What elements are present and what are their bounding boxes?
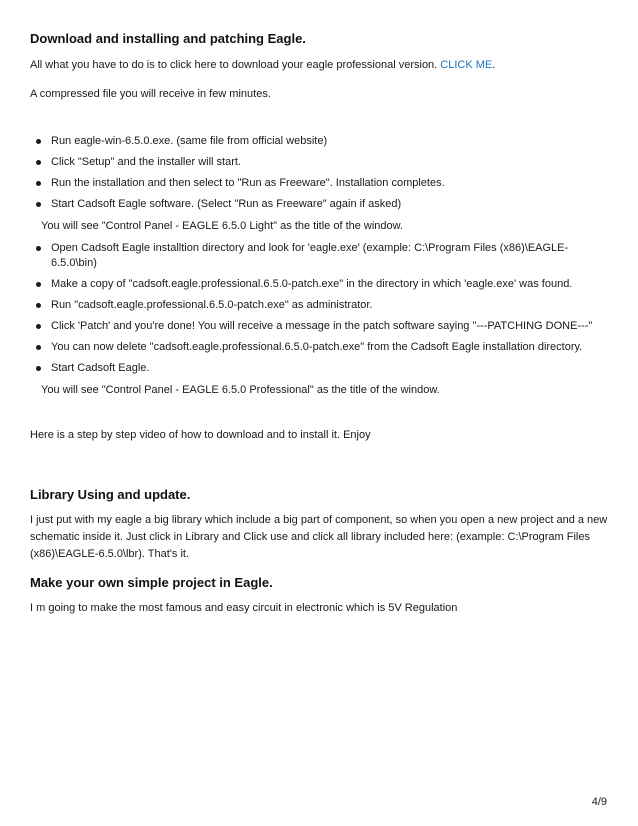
- intro-end: .: [492, 59, 496, 71]
- list-item: [30, 197, 610, 212]
- bullet-icon: [36, 246, 41, 251]
- section-title-project: Make your own simple project in Eagle.: [30, 575, 273, 590]
- intro-text: All what you have to do is to click here to download your eagle professional version.: [30, 59, 441, 71]
- section-title-library: Library Using and update.: [30, 487, 191, 502]
- list-item-text: Start Cadsoft Eagle.: [51, 362, 150, 374]
- professional-version-note: You will see "Control Panel - EAGLE 6.5.0 Professional" as the title of the window.: [41, 384, 440, 396]
- bullet-icon: [36, 345, 41, 350]
- list-item-text: Run "cadsoft.eagle.professional.6.5.0-patch.exe" as administrator.: [51, 299, 373, 311]
- list-item: [30, 340, 610, 355]
- list-item: [30, 155, 610, 170]
- bullet-icon: [36, 202, 41, 207]
- list-item-text: Click "Setup" and the installer will start.: [51, 156, 241, 168]
- compressed-file-note: A compressed file you will receive in few minutes.: [30, 88, 271, 100]
- list-item: [30, 134, 610, 149]
- bullet-icon: [36, 303, 41, 308]
- list-item-text: Click 'Patch' and you're done! You will receive a message in the patch software saying "---PATCHING DONE---": [51, 320, 593, 332]
- project-paragraph: I m going to make the most famous and easy circuit in electronic which is 5V Regulation: [30, 602, 458, 614]
- list-item-text: You can now delete "cadsoft.eagle.professional.6.5.0-patch.exe" from the Cadsoft Eagle installation directory.: [51, 341, 583, 353]
- install-steps-list: [30, 134, 610, 212]
- list-item-text: Make a copy of "cadsoft.eagle.professional.6.5.0-patch.exe" in the directory in which 'eagle.exe' was found.: [51, 278, 573, 290]
- list-item: [30, 361, 610, 376]
- list-item-text: Start Cadsoft Eagle software. (Select "Run as Freeware" again if asked): [51, 198, 402, 210]
- video-paragraph: Here is a step by step video of how to download and to install it. Enjoy: [30, 429, 371, 441]
- list-item: [30, 241, 610, 271]
- section-title-download: Download and installing and patching Eagle.: [30, 31, 306, 46]
- bullet-icon: [36, 139, 41, 144]
- list-item-text: Open Cadsoft Eagle installtion directory and look for 'eagle.exe' (example: C:\Program Files (x86)\EAGLE-6.5.0\bin): [51, 242, 569, 269]
- bullet-icon: [36, 181, 41, 186]
- patch-steps-list: [30, 241, 610, 376]
- bullet-icon: [36, 366, 41, 371]
- document-page: [30, 0, 610, 617]
- list-item: [30, 298, 610, 313]
- intro-paragraph: [30, 57, 610, 74]
- list-item: [30, 319, 610, 334]
- list-item: [30, 277, 610, 292]
- bullet-icon: [36, 160, 41, 165]
- bullet-icon: [36, 282, 41, 287]
- bullet-icon: [36, 324, 41, 329]
- library-paragraph: I just put with my eagle a big library which include a big part of component, so when you open a new project and a new schematic inside it. Just click in Library and Click use and click all library included here: (example: C:\Program Files (x86)\EAGLE-6.5.0\lbr). That's it.: [30, 514, 608, 560]
- list-item: [30, 176, 610, 191]
- list-item-text: Run the installation and then select to "Run as Freeware". Installation completes.: [51, 177, 445, 189]
- page-number: 4/9: [591, 796, 607, 808]
- list-item-text: Run eagle-win-6.5.0.exe. (same file from official website): [51, 135, 328, 147]
- click-me-link[interactable]: CLICK ME: [440, 59, 493, 71]
- light-version-note: You will see "Control Panel - EAGLE 6.5.0 Light" as the title of the window.: [41, 220, 404, 232]
